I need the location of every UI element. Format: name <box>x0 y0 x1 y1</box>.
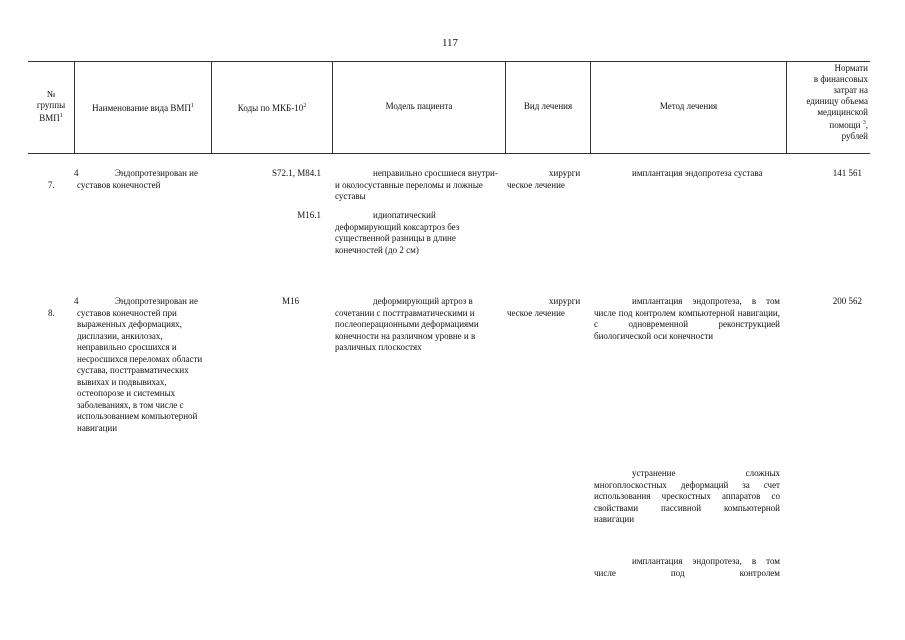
row-group-prefix: 4 <box>74 296 79 306</box>
header-mkb-codes: Коды по МКБ-$10^2$ <box>237 103 307 113</box>
patient-model-cell: неправильно сросшиеся внутри- и околосуставные переломы и ложные суставы <box>335 168 498 201</box>
column-divider <box>332 61 333 153</box>
column-divider <box>505 61 506 153</box>
treatment-method-cell: имплантация эндопротеза, в том числе под контролем <box>594 556 780 578</box>
mkb-code-cell: S72.1, M84.1 <box>271 168 321 178</box>
header-top-border <box>28 61 870 62</box>
patient-model-cell: деформирующий артроз в сочетании с посттравматическими и послеоперационными деформациями конечности на различном уровне и в различных плоскостях <box>335 296 479 352</box>
column-divider <box>211 61 212 153</box>
header-bottom-border <box>28 153 870 154</box>
row-group-prefix: 4 <box>74 168 79 178</box>
header-norm: Нормати в финансовых затрат на единицу объема медицинской помощи $^3$, рублей <box>806 63 868 141</box>
header-treatment-type: Вид лечения <box>523 101 573 111</box>
mkb-code-cell: M16.1 <box>297 210 321 220</box>
norm-value-cell: 200 562 <box>832 296 862 306</box>
row-number: 8. <box>48 308 55 318</box>
vmp-name-cell: Эндопротезирован ие суставов конечностей <box>77 168 198 190</box>
header-patient-model: Модель пациента <box>385 101 453 111</box>
treatment-type-cell: хирурги ческое лечение <box>507 168 581 190</box>
treatment-method-cell: устранение сложных многоплоскостных деформаций за счет использования чрескостных аппаратов со свойствами пассивной компьютерной навигации <box>594 468 780 524</box>
column-divider <box>74 61 75 153</box>
mkb-code-cell: M16 <box>282 296 300 306</box>
header-group-number: № группы ВМП$^1$ <box>36 89 66 123</box>
column-divider <box>590 61 591 153</box>
treatment-method-cell: имплантация эндопротеза, в том числе под контролем компьютерной навигации, с одновременной реконструкцией биологической оси конечности <box>594 296 780 341</box>
header-vmp-name: Наименование вида ВМП$^1$ <box>92 103 194 113</box>
norm-value-cell: 141 561 <box>832 168 862 178</box>
treatment-method-cell: имплантация эндопротеза сустава <box>632 168 763 178</box>
page-number: 117 <box>441 37 459 49</box>
header-treatment-method: Метод лечения <box>659 101 718 111</box>
row-number: 7. <box>48 180 55 190</box>
column-divider <box>786 61 787 153</box>
patient-model-cell: идиопатический деформирующий коксартроз без существенной разницы в длине конечностей (до 2 см) <box>335 210 460 255</box>
treatment-type-cell: хирурги ческое лечение <box>507 296 581 318</box>
vmp-name-cell: Эндопротезирован ие суставов конечностей при выраженных деформациях, дисплазии, анкилозах, неправильно сросшихся и несросшихся переломах области сустава, посттравматических вывихах и подвывихах, остеопорозе и системных заболеваниях, в том числе с использованием компьютерной навигации <box>77 296 203 433</box>
